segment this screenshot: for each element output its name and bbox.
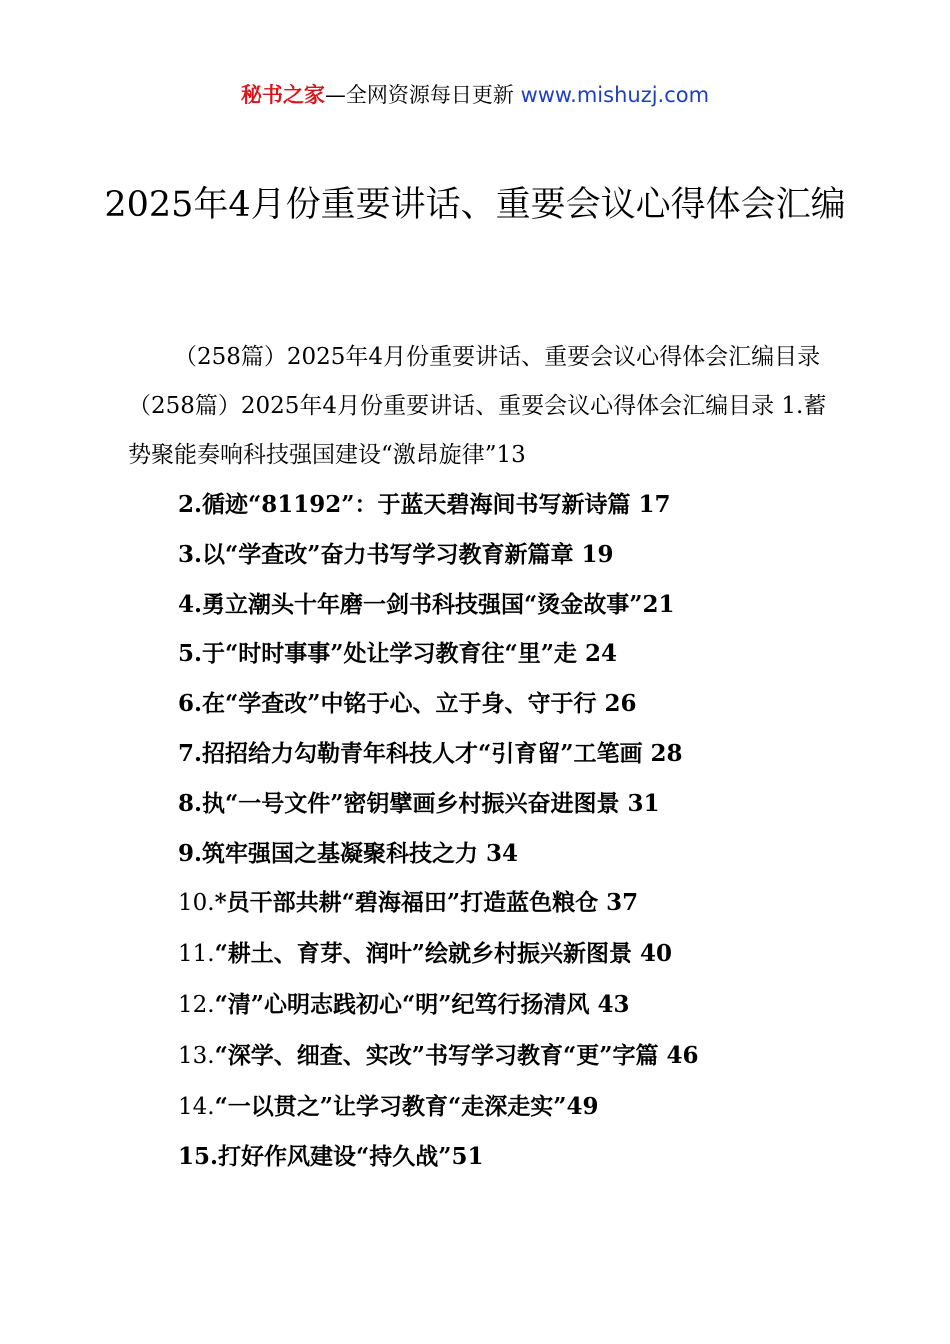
toc-item-13 — [178, 1031, 868, 1082]
toc-item-7 — [178, 729, 868, 779]
toc-item-text: “清”心明志践初心“明”纪笃行扬清风 43 — [214, 990, 630, 1018]
toc-item-text: 打好作风建设“持久战”51 — [218, 1143, 484, 1171]
toc-item-14 — [178, 1082, 868, 1133]
document-title: 2025年4月份重要讲话、重要会议心得体会汇编 — [104, 185, 846, 225]
toc-item-text: “耕土、育芽、润叶”绘就乡村振兴新图景 40 — [214, 940, 673, 968]
toc-item-number: 5. — [178, 640, 203, 668]
toc-item-number: 3. — [178, 540, 203, 568]
toc-item-10 — [178, 878, 868, 929]
toc-item-text: “一以贯之”让学习教育“走深走实”49 — [214, 1092, 599, 1120]
toc-item-number: 14. — [178, 1093, 215, 1120]
toc-item-number: 8. — [178, 789, 203, 817]
toc-item-number: 2. — [178, 491, 203, 518]
toc-item-number: 9. — [178, 839, 203, 867]
table-of-contents — [178, 480, 868, 1182]
toc-item-12 — [178, 980, 868, 1031]
site-url-link[interactable]: www.mishuzj.com — [520, 83, 710, 107]
header-tagline: —全网资源每日更新 — [324, 83, 514, 107]
intro-paragraph: （258篇）2025年4月份重要讲话、重要会议心得体会汇编目录（258篇）2025年4月份重要讲话、重要会议心得体会汇编目录 1.蓄势聚能奏响科技强国建设“激昂旋律”13 — [128, 344, 827, 468]
toc-item-text: 筑牢强国之基凝聚科技之力 34 — [202, 839, 519, 867]
site-header — [0, 78, 950, 112]
toc-item-6 — [178, 679, 868, 729]
toc-item-number: 10. — [178, 890, 215, 917]
toc-item-3 — [178, 530, 868, 580]
toc-item-text: 招招给力勾勒青年科技人才“引育留”工笔画 28 — [202, 739, 683, 767]
toc-item-text: 执“一号文件”密钥擘画乡村振兴奋进图景 31 — [202, 789, 660, 817]
toc-item-number: 7. — [178, 739, 203, 767]
toc-item-text: “深学、细查、实改”书写学习教育“更”字篇 46 — [214, 1041, 699, 1069]
toc-item-text: 循迹“81192”：于蓝天碧海间书写新诗篇 17 — [202, 491, 671, 518]
toc-item-2 — [178, 480, 868, 530]
toc-item-number: 12. — [178, 991, 215, 1018]
toc-item-8 — [178, 779, 868, 829]
toc-item-number: 4. — [178, 590, 203, 618]
toc-item-5 — [178, 629, 868, 679]
toc-item-number: 11. — [178, 941, 215, 968]
brand-name: 秘书之家 — [240, 83, 325, 107]
toc-item-number: 13. — [178, 1042, 215, 1069]
toc-item-text: 在“学查改”中铭于心、立于身、守于行 26 — [202, 690, 637, 718]
toc-item-text: 以“学查改”奋力书写学习教育新篇章 19 — [202, 540, 614, 568]
toc-item-number: 6. — [178, 690, 203, 718]
toc-item-text: 勇立潮头十年磨一剑书科技强国“烫金故事”21 — [202, 590, 675, 618]
toc-item-number: 15. — [178, 1143, 219, 1171]
toc-item-text: 于“时时事事”处让学习教育往“里”走 24 — [202, 640, 617, 668]
toc-item-9 — [178, 829, 868, 879]
toc-item-11 — [178, 929, 868, 980]
toc-item-15 — [178, 1132, 868, 1182]
toc-item-text: *员干部共耕“碧海福田”打造蓝色粮仓 37 — [214, 889, 639, 917]
toc-item-4 — [178, 580, 868, 630]
